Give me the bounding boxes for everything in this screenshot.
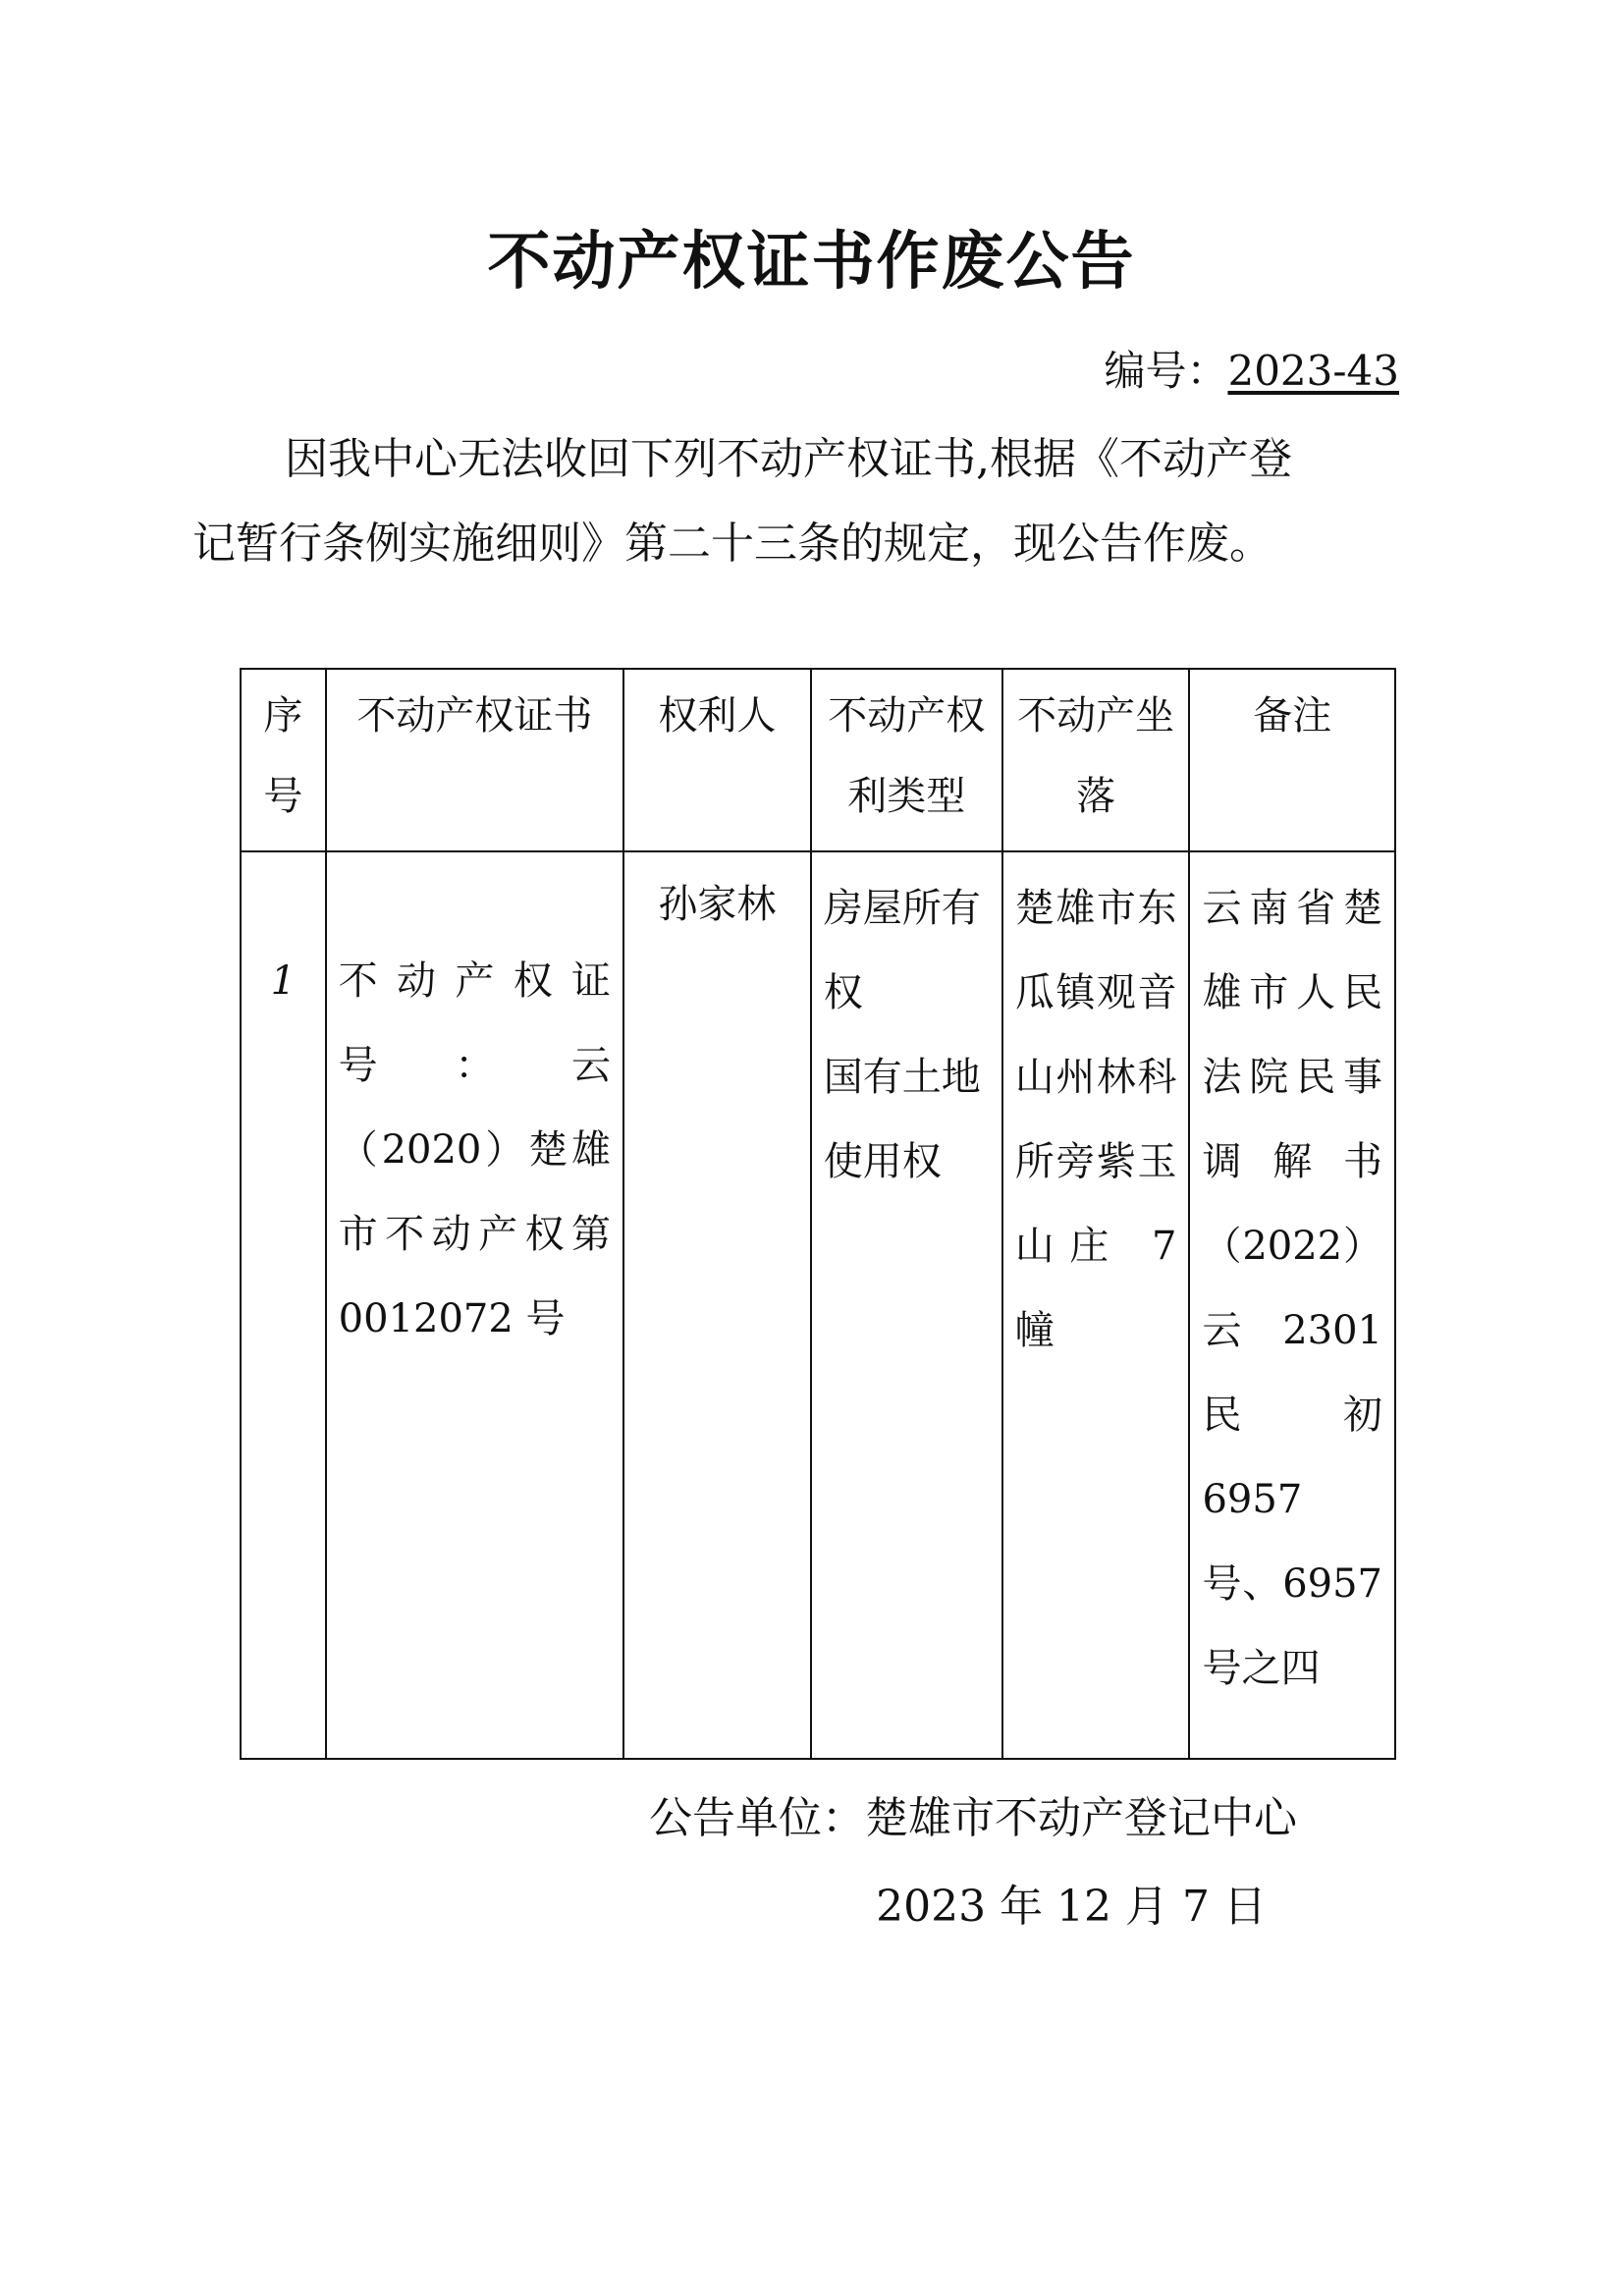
certificate-table: [240, 668, 1396, 1760]
document-number: [1104, 339, 1399, 398]
right-type-house: 房屋所有权: [823, 886, 981, 1015]
header-remark: 备注: [1189, 669, 1395, 851]
table-header-row: [241, 669, 1395, 851]
cell-holder: 孙家林: [623, 851, 811, 1759]
cell-certificate: 不动产权证号：云（2020）楚雄市不动产权第 0012072 号: [326, 851, 623, 1759]
issue-date: 2023 年 12 月 7 日: [876, 1882, 1267, 1932]
document-number-label: 编号：: [1104, 347, 1228, 395]
cell-location: 楚雄市东瓜镇观音山州林科所旁紫玉山庄 7 幢: [1002, 851, 1190, 1759]
issuing-unit: 公告单位：楚雄市不动产登记中心: [649, 1793, 1297, 1843]
cell-remark: 云南省楚雄市人民法院民事调解书（2022）云 2301 民初 6957 号、6957 号之四: [1189, 851, 1395, 1759]
header-right-type: 不动产权利类型: [811, 669, 1002, 851]
page-title: 不动产权证书作废公告: [487, 226, 1136, 299]
intro-paragraph: [192, 417, 1292, 569]
intro-line-2: 记暂行条例实施细则》第二十三条的规定，现公告作废。: [192, 519, 1272, 569]
right-type-land: 国有土地使用权: [823, 1055, 981, 1184]
intro-line-1: 因我中心无法收回下列不动产权证书,根据《不动产登: [285, 434, 1292, 484]
header-holder: 权利人: [623, 669, 811, 851]
header-location: 不动产坐落: [1002, 669, 1190, 851]
cell-right-type: [811, 851, 1002, 1759]
header-certificate: 不动产权证书: [326, 669, 623, 851]
document-number-value: 2023-43: [1227, 347, 1399, 395]
table-row: [241, 851, 1395, 1759]
header-no: 序号: [241, 669, 326, 851]
cell-no: 1: [241, 851, 326, 1759]
